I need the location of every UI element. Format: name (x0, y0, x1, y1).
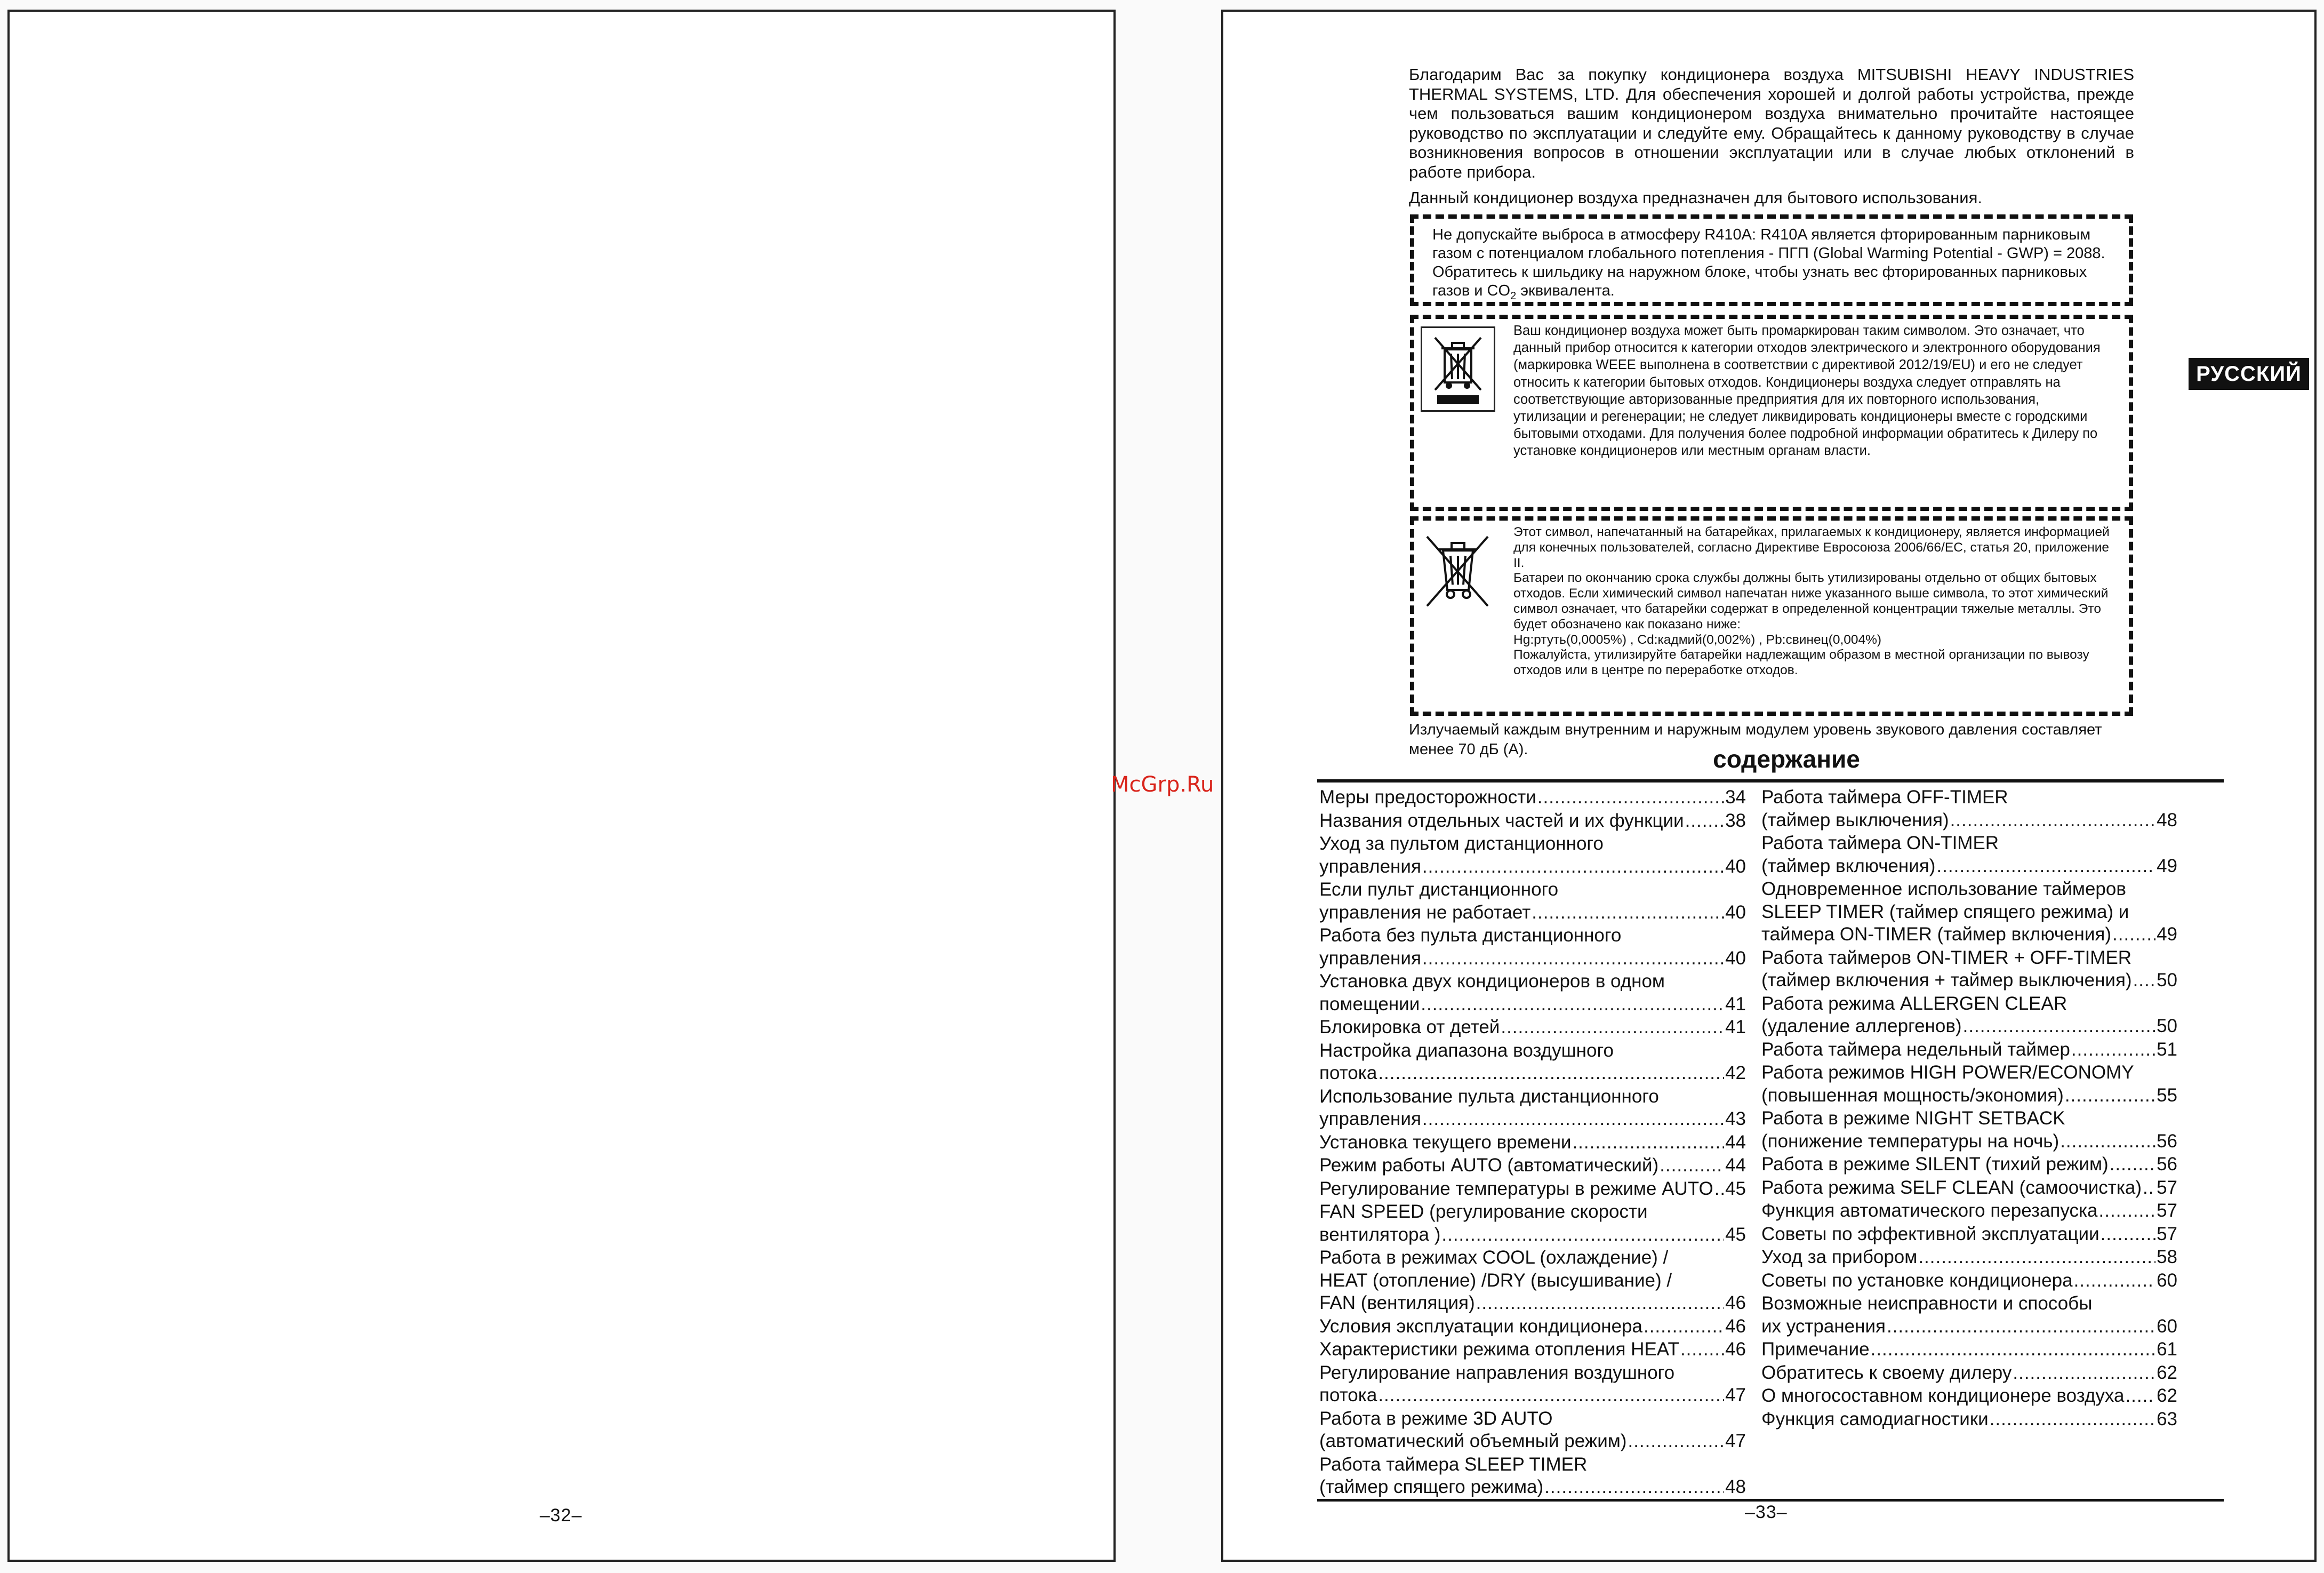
weee-crossed-bin-icon (1421, 326, 1495, 412)
toc-page-number: 57 (2157, 1177, 2177, 1198)
toc-entry-leader-line (1761, 1362, 2177, 1385)
watermark: McGrp.Ru (1111, 772, 1214, 797)
toc-entry-title: вентилятора ) (1319, 1224, 1441, 1245)
toc-page-number: 40 (1725, 947, 1746, 969)
toc-page-number: 44 (1725, 1155, 1746, 1176)
page-number-left: –32– (540, 1505, 582, 1526)
toc-dot-leader (1421, 993, 1724, 1016)
toc-page-number: 47 (1725, 1431, 1746, 1451)
toc-entry-leader-line (1761, 1200, 2177, 1223)
toc-entry-leader-line (1761, 1084, 2177, 1107)
toc-entry-title: управления (1319, 1108, 1421, 1129)
toc-entry-title: Названия отдельных частей и их функции (1319, 810, 1684, 831)
language-tab: РУССКИЙ (2189, 358, 2309, 390)
toc-entry[interactable] (1319, 1362, 1746, 1407)
toc-entry-title: потока (1319, 1063, 1377, 1083)
toc-page-number: 50 (2157, 1016, 2177, 1036)
toc-entry-leader-line (1319, 993, 1746, 1016)
toc-entry-line: Работа в режиме NIGHT SETBACK (1761, 1108, 2065, 1129)
toc-entry-leader-line (1319, 1062, 1746, 1085)
toc-dot-leader (2143, 1177, 2155, 1200)
toc-entry-title: управления не работает (1319, 901, 1531, 923)
toc-entry-leader-line (1761, 1385, 2177, 1408)
battery-notice-line: Hg:ртуть(0,0005%) , Cd:кадмий(0,002%) , Pb:свинец(0,004%) (1513, 632, 1882, 647)
toc-dot-leader (2071, 1039, 2155, 1061)
toc-entry[interactable] (1319, 1315, 1746, 1338)
toc-entry[interactable] (1761, 1292, 2177, 1338)
household-use-note: Данный кондиционер воздуха предназначен для бытового использования. (1409, 188, 1982, 207)
battery-notice-box (1410, 516, 2133, 716)
toc-entry[interactable] (1761, 993, 2177, 1038)
toc-dot-leader (1685, 810, 1724, 833)
toc-dot-leader (1680, 1338, 1724, 1361)
toc-page-number: 47 (1725, 1385, 1746, 1406)
toc-entry-title: (автоматический объемный режим) (1319, 1431, 1627, 1451)
toc-dot-leader (2099, 1200, 2156, 1223)
toc-dot-leader (2101, 1223, 2155, 1246)
toc-entry-line: Одновременное использование таймеров (1761, 879, 2126, 899)
toc-entry[interactable] (1761, 786, 2177, 832)
toc-entry-leader-line (1319, 1154, 1746, 1177)
toc-page-number: 50 (2157, 970, 2177, 991)
toc-entry[interactable] (1319, 1085, 1746, 1131)
toc-entry[interactable] (1319, 1178, 1746, 1201)
toc-dot-leader (2013, 1362, 2155, 1385)
toc-entry[interactable] (1761, 1246, 2177, 1269)
toc-entry[interactable] (1761, 1269, 2177, 1292)
toc-dot-leader (2060, 1130, 2155, 1153)
toc-entry[interactable] (1319, 1408, 1746, 1453)
toc-entry[interactable] (1319, 879, 1746, 924)
toc-entry-title: (таймер спящего режима) (1319, 1476, 1544, 1497)
toc-page-number: 38 (1725, 810, 1746, 831)
toc-entry-leader-line (1319, 1016, 1746, 1039)
toc-dot-leader (1422, 1108, 1724, 1131)
toc-entry-leader-line (1761, 1015, 2177, 1038)
toc-page-number: 49 (2157, 924, 2177, 945)
toc-dot-leader (1501, 1016, 1724, 1039)
toc-entry-leader-line (1319, 1224, 1746, 1247)
toc-dot-leader (2074, 1269, 2156, 1292)
toc-dot-leader (1660, 1154, 1724, 1177)
toc-entry-leader-line (1761, 923, 2177, 946)
toc-entry[interactable] (1761, 878, 2177, 946)
toc-entry-leader-line (1761, 1408, 2177, 1431)
toc-entry-title: Советы по эффективной эксплуатации (1761, 1223, 2099, 1244)
toc-entry-leader-line (1319, 1476, 1746, 1499)
toc-entry-title: потока (1319, 1385, 1377, 1406)
gwp-notice-box (1410, 214, 2133, 306)
toc-entry[interactable] (1761, 1338, 2177, 1361)
toc-entry-line: Настройка диапазона воздушного (1319, 1040, 1614, 1061)
toc-dot-leader (1714, 1178, 1724, 1201)
toc-entry-leader-line (1319, 856, 1746, 879)
toc-page-number: 62 (2157, 1385, 2177, 1406)
toc-page-number: 58 (2157, 1247, 2177, 1267)
toc-page-number: 41 (1725, 993, 1746, 1015)
toc-page-number: 57 (2157, 1223, 2177, 1244)
toc-entry-line: FAN SPEED (регулирование скорости (1319, 1201, 1648, 1222)
toc-entry-leader-line (1761, 969, 2177, 992)
toc-dot-leader (1871, 1338, 2155, 1361)
toc-entry-leader-line (1761, 1039, 2177, 1061)
toc-entry-title: Обратитесь к своему дилеру (1761, 1362, 2012, 1383)
co2-subscript: 2 (1510, 290, 1517, 302)
toc-entry-line: Установка двух кондиционеров в одном (1319, 971, 1665, 992)
toc-entry-leader-line (1319, 1315, 1746, 1338)
toc-entry[interactable] (1761, 1107, 2177, 1153)
toc-entry[interactable] (1319, 1201, 1746, 1246)
battery-notice-line: Этот символ, напечатанный на батарейках, прилагаемых к кондиционеру, является информацией для конечных пользователей, согласно Директиве Евросоюза 2006/66/EC, статья 20, приложение II. (1513, 525, 2110, 570)
toc-entry-title: их устранения (1761, 1315, 1886, 1337)
toc-entry-leader-line (1319, 947, 1746, 970)
toc-entry-title: Режим работы AUTO (автоматический) (1319, 1155, 1659, 1176)
toc-entry[interactable] (1761, 1362, 2177, 1385)
toc-entry-line: Работа без пульта дистанционного (1319, 925, 1622, 946)
toc-entry[interactable] (1761, 1153, 2177, 1176)
toc-entry-leader-line (1319, 810, 1746, 833)
toc-entry-leader-line (1319, 901, 1746, 924)
toc-entry-title: Меры предосторожности (1319, 787, 1536, 808)
toc-page-number: 57 (2157, 1200, 2177, 1221)
toc-entry-line: Возможные неисправности и способы (1761, 1293, 2093, 1314)
toc-entry-line: Использование пульта дистанционного (1319, 1085, 1659, 1107)
toc-dot-leader (1544, 1476, 1724, 1499)
toc-dot-leader (1990, 1408, 2155, 1431)
toc-entry-title: Советы по установке кондиционера (1761, 1269, 2073, 1291)
toc-dot-leader (2133, 969, 2155, 992)
toc-entry-title: О многосоставном кондиционере воздуха (1761, 1385, 2125, 1406)
toc-entry[interactable] (1319, 1247, 1746, 1315)
battery-notice-line: Батареи по окончанию срока службы должны быть утилизированы отдельно от общих бытовых отходов. Если химический символ напечатан ниже указанного выше символа, то этот химический символ означает, что батарейки содержат в определенной концентрации тяжелые металлы. Это будет обозначено как показано ниже: (1513, 571, 2109, 632)
toc-entry-title: помещении (1319, 993, 1420, 1015)
toc-entry-line: Работа таймера OFF-TIMER (1761, 787, 2008, 808)
toc-entry-title: Уход за прибором (1761, 1247, 1918, 1267)
toc-entry[interactable] (1319, 1338, 1746, 1361)
toc-entry[interactable] (1319, 1154, 1746, 1177)
intro-paragraph: Благодарим Вас за покупку кондиционера воздуха MITSUBISHI HEAVY INDUSTRIES THERMAL SYSTEMS, LTD. Для обеспечения хорошей и долгой работы устройства, прежде чем пользоваться вашим кондиционером воздуха внимательно прочитайте настоящее руководство по эксплуатации и следуйте ему. Обращайтесь к данному руководству в случае возникновения вопросов в отношении эксплуатации или в случае любых отклонений в работе прибора. (1409, 65, 2134, 181)
page-number-right: –33– (1745, 1502, 1788, 1522)
toc-entry-line: Работа таймеров ON-TIMER + OFF-TIMER (1761, 947, 2132, 968)
toc-entry-title: (повышенная мощность/экономия) (1761, 1084, 2064, 1106)
toc-dot-leader (1572, 1131, 1724, 1154)
weee-notice-box (1410, 315, 2133, 511)
toc-dot-leader (1887, 1315, 2155, 1338)
toc-page-number: 46 (1725, 1339, 1746, 1360)
toc-page-number: 44 (1725, 1131, 1746, 1153)
toc-dot-leader (1628, 1430, 1724, 1453)
toc-entry-title: управления (1319, 856, 1421, 877)
toc-entry-line: SLEEP TIMER (таймер спящего режима) и (1761, 901, 2129, 922)
toc-left-column (1319, 786, 1746, 1499)
toc-entry-leader-line (1761, 1269, 2177, 1292)
toc-dot-leader (1422, 947, 1724, 970)
toc-entry[interactable] (1761, 1408, 2177, 1431)
toc-dot-leader (1537, 786, 1724, 809)
toc-dot-leader (1532, 901, 1724, 924)
toc-entry[interactable] (1761, 1385, 2177, 1408)
toc-entry-leader-line (1319, 1108, 1746, 1131)
toc-entry-leader-line (1319, 1338, 1746, 1361)
toc-entry[interactable] (1319, 970, 1746, 1016)
toc-page-number: 60 (2157, 1269, 2177, 1291)
toc-entry-line: Если пульт дистанционного (1319, 879, 1559, 900)
toc-entry-title: Примечание (1761, 1339, 1870, 1360)
weee-notice-text: Ваш кондиционер воздуха может быть промаркирован таким символом. Это означает, что данный прибор относится к категории отходов электрического и электронного оборудования (маркировка WEEE выполнена в соответствии с директивой 2012/19/EU) и его не следует относить к категории бытовых отходов. Кондиционеры воздуха следует отправлять на соответствующие авторизованные предприятия для их повторного использования, утилизации и регенерации; не следует ликвидировать кондиционеры вместе с городскими бытовыми отходами. Для получения более подробной информации обратитесь к Дилеру по установке кондиционеров или местным органам власти. (1513, 323, 2101, 459)
toc-page-number: 62 (2157, 1362, 2177, 1383)
toc-dot-leader (2065, 1084, 2155, 1107)
toc-page-number: 63 (2157, 1408, 2177, 1430)
toc-dot-leader (1644, 1315, 1724, 1338)
toc-dot-leader (1963, 1015, 2155, 1038)
battery-notice-text (1513, 525, 2115, 678)
toc-entry-title: Функция самодиагностики (1761, 1408, 1989, 1430)
toc-entry-title: Установка текущего времени (1319, 1131, 1572, 1153)
left-page (7, 10, 1116, 1562)
toc-entry-line: Работа таймера SLEEP TIMER (1319, 1454, 1588, 1475)
toc-entry-title: Работа таймера недельный таймер (1761, 1039, 2070, 1060)
toc-page-number: 51 (2157, 1039, 2177, 1060)
noise-level-note: Излучаемый каждым внутренним и наружным модулем уровень звукового давления составляет менее 70 дБ (А). (1409, 721, 2102, 758)
toc-page-number: 56 (2157, 1130, 2177, 1152)
toc-entry[interactable] (1319, 924, 1746, 970)
toc-entry[interactable] (1319, 1454, 1746, 1499)
toc-entry-title: Работа в режиме SILENT (тихий режим) (1761, 1154, 2109, 1175)
toc-page-number: 40 (1725, 901, 1746, 923)
toc-entry-leader-line (1761, 1223, 2177, 1246)
toc-entry[interactable] (1761, 947, 2177, 992)
toc-page-number: 48 (2157, 809, 2177, 831)
toc-page-number: 49 (2157, 855, 2177, 876)
toc-page-number: 43 (1725, 1108, 1746, 1129)
toc-entry-leader-line (1319, 1131, 1746, 1154)
toc-page-number: 42 (1725, 1063, 1746, 1083)
toc-entry-title: (удаление аллергенов) (1761, 1016, 1962, 1036)
toc-dot-leader (1950, 809, 2155, 832)
toc-entry-title: (понижение температуры на ночь) (1761, 1130, 2059, 1152)
toc-page-number: 41 (1725, 1017, 1746, 1037)
toc-page-number: 40 (1725, 856, 1746, 877)
toc-entry-line: Работа таймера ON-TIMER (1761, 833, 1999, 853)
toc-entry-leader-line (1319, 1430, 1746, 1453)
toc-entry-title: Работа режима SELF CLEAN (самоочистка) (1761, 1177, 2142, 1198)
toc-entry[interactable] (1319, 810, 1746, 833)
toc-page-number: 61 (2157, 1339, 2177, 1360)
toc-dot-leader (1378, 1384, 1724, 1407)
toc-entry-line: HEAT (отопление) /DRY (высушивание) / (1319, 1269, 1672, 1291)
toc-page-number: 48 (1725, 1476, 1746, 1497)
toc-entry-title: (таймер включения) (1761, 855, 1936, 876)
toc-entry-title: FAN (вентиляция) (1319, 1292, 1475, 1313)
toc-entry-leader-line (1761, 1338, 2177, 1361)
toc-entry[interactable] (1319, 786, 1746, 809)
toc-entry-title: таймера ON-TIMER (таймер включения) (1761, 924, 2112, 945)
toc-entry-line: Регулирование направления воздушного (1319, 1362, 1675, 1383)
toc-page-number: 46 (1725, 1315, 1746, 1337)
toc-page-number: 34 (1725, 787, 1746, 808)
toc-entry-leader-line (1761, 1130, 2177, 1153)
toc-title: содержание (1713, 745, 1860, 773)
toc-page-number: 46 (1725, 1292, 1746, 1313)
toc-entry[interactable] (1761, 1200, 2177, 1223)
toc-entry-leader-line (1319, 786, 1746, 809)
toc-entry-line: Работа в режиме 3D AUTO (1319, 1408, 1553, 1429)
toc-entry[interactable] (1761, 832, 2177, 877)
toc-entry-title: (таймер выключения) (1761, 809, 1949, 831)
toc-entry[interactable] (1761, 1223, 2177, 1246)
toc-entry-line: Уход за пультом дистанционного (1319, 833, 1604, 854)
toc-entry-title: Регулирование температуры в режиме AUTO (1319, 1178, 1713, 1199)
toc-page-number: 45 (1725, 1178, 1746, 1199)
toc-entry-leader-line (1761, 1315, 2177, 1338)
toc-page-number: 45 (1725, 1224, 1746, 1245)
toc-entry-line: Работа режимов HIGH POWER/ECONOMY (1761, 1062, 2134, 1083)
toc-entry-leader-line (1319, 1384, 1746, 1407)
toc-entry-title: Блокировка от детей (1319, 1017, 1500, 1037)
toc-page-number: 55 (2157, 1084, 2177, 1106)
toc-page-number: 60 (2157, 1315, 2177, 1337)
toc-dot-leader (1936, 855, 2155, 878)
toc-entry[interactable] (1319, 1016, 1746, 1039)
toc-entry-title: Условия эксплуатации кондиционера (1319, 1315, 1642, 1337)
toc-dot-leader (1378, 1062, 1724, 1085)
battery-notice-line: Пожалуйста, утилизируйте батарейки надлежащим образом в местной организации по вывозу отходов или в центре по переработке отходов. (1513, 648, 2089, 678)
gwp-notice-text: Не допускайте выброса в атмосферу R410A: R410A является фторированным парниковым газом с потенциалом глобального потепления - ПГП (Global Warming Potential - GWP) = 2088. Обратитесь к шильдику на наружном блоке, чтобы узнать вес фторированных парниковых газов и $CO_2$ эквивалента. (1432, 226, 2105, 302)
toc-top-rule (1317, 779, 2224, 782)
toc-entry-leader-line (1319, 1292, 1746, 1315)
toc-entry-leader-line (1761, 1153, 2177, 1176)
toc-entry-title: (таймер включения + таймер выключения) (1761, 970, 2132, 991)
toc-dot-leader (1476, 1292, 1724, 1315)
toc-dot-leader (2112, 923, 2155, 946)
toc-dot-leader (2125, 1385, 2155, 1408)
toc-entry-title: Характеристики режима отопления HEAT (1319, 1339, 1679, 1360)
toc-entry-leader-line (1761, 1246, 2177, 1269)
toc-entry-leader-line (1319, 1178, 1746, 1201)
toc-dot-leader (1422, 856, 1724, 879)
toc-bottom-rule (1317, 1499, 2224, 1502)
toc-dot-leader (2110, 1153, 2155, 1176)
toc-entry[interactable] (1319, 833, 1746, 878)
toc-entry[interactable] (1319, 1040, 1746, 1085)
toc-dot-leader (1918, 1246, 2155, 1269)
toc-entry-leader-line (1761, 809, 2177, 832)
battery-crossed-bin-icon (1420, 531, 1494, 611)
toc-entry[interactable] (1761, 1039, 2177, 1061)
toc-entry-title: управления (1319, 947, 1421, 969)
toc-entry-line: Работа в режимах COOL (охлаждение) / (1319, 1247, 1669, 1268)
toc-entry-title: Функция автоматического перезапуска (1761, 1200, 2098, 1221)
toc-entry[interactable] (1319, 1131, 1746, 1154)
toc-entry[interactable] (1761, 1061, 2177, 1107)
toc-dot-leader (1441, 1224, 1724, 1247)
toc-page-number: 56 (2157, 1154, 2177, 1175)
toc-right-column (1761, 786, 2177, 1431)
toc-entry-leader-line (1761, 1177, 2177, 1200)
toc-entry-leader-line (1761, 855, 2177, 878)
toc-entry-line: Работа режима ALLERGEN CLEAR (1761, 993, 2067, 1014)
toc-entry[interactable] (1761, 1177, 2177, 1200)
